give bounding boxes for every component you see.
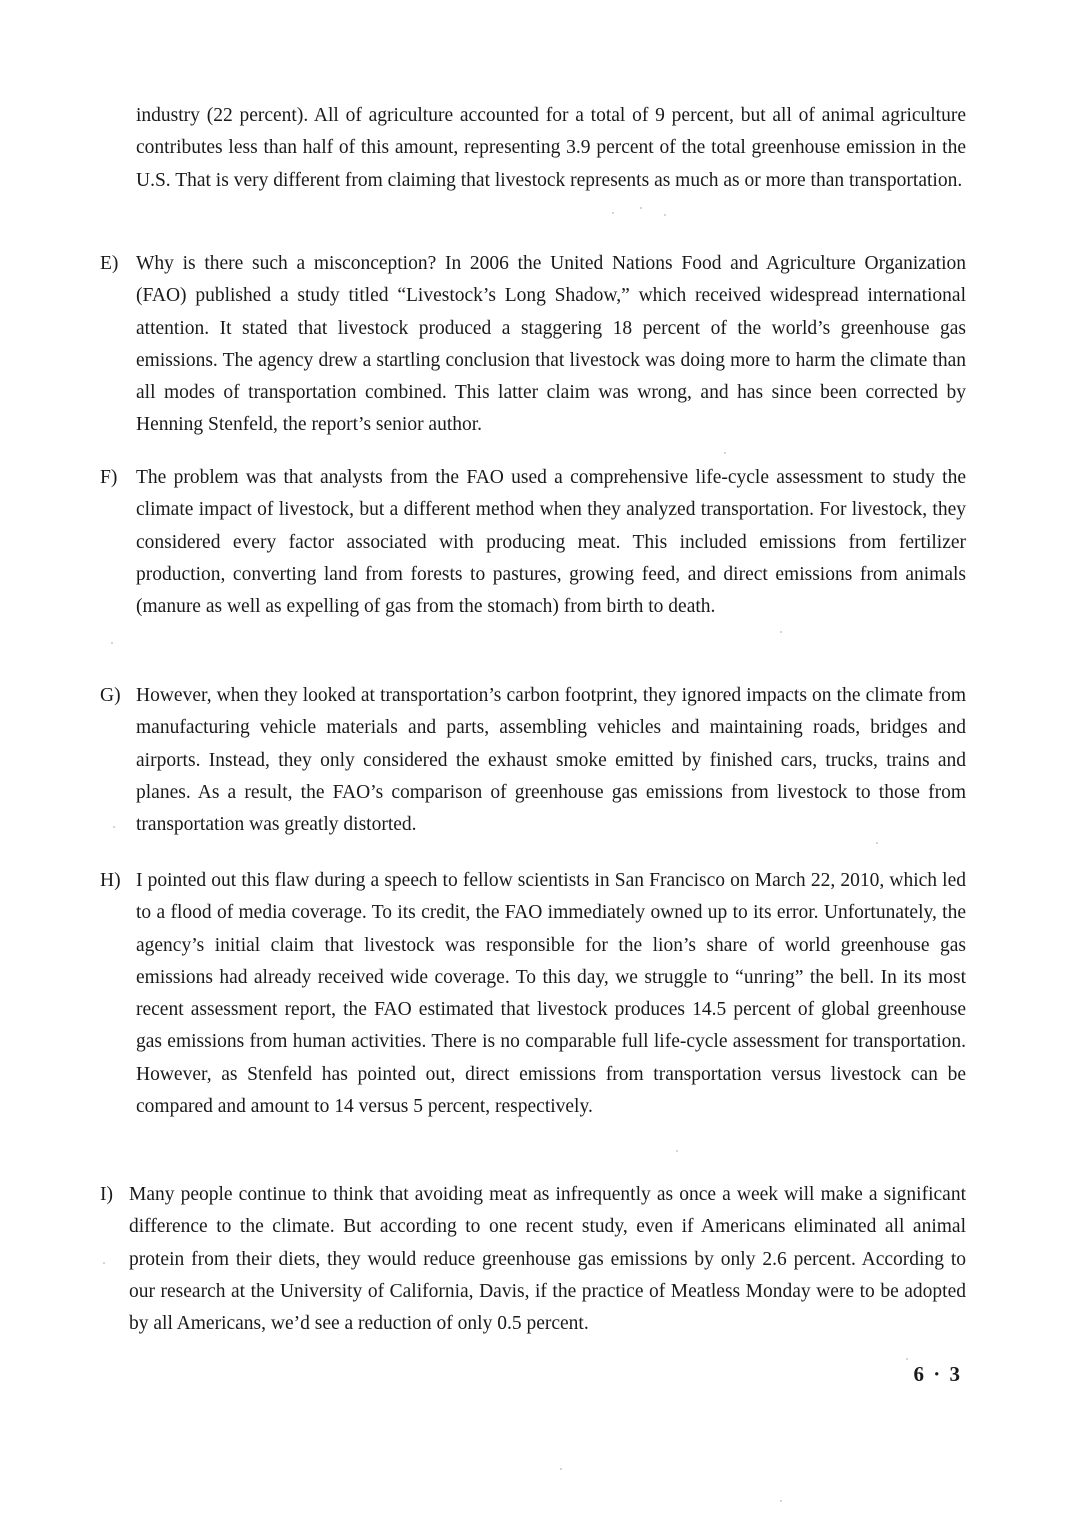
- paragraph-text: The problem was that analysts from the FAO used a comprehensive life-cycle assessment to study the climate impact of livestock, but a different method when they analyzed transportation. For livestock, they considered every factor associated with producing meat. This included emissions from fertilizer production, converting land from forests to pastures, growing feed, and direct emissions from animals (manure as well as expelling of gas from the stomach) from birth to death.: [136, 467, 966, 618]
- scan-speck: [724, 452, 726, 454]
- paragraph-g: [100, 680, 966, 841]
- scan-speck: [612, 212, 614, 214]
- paragraph-text: industry (22 percent). All of agriculture accounted for a total of 9 percent, but all of animal agriculture contributes less than half of this amount, representing 3.9 percent of the total greenhouse emission in the U.S. That is very different from claiming that livestock represents as much as or more than transportation.: [136, 105, 966, 191]
- paragraph-h: [100, 865, 966, 1123]
- paragraph-label: F): [100, 467, 118, 488]
- paragraph-f: [100, 462, 966, 623]
- scan-speck: [676, 1150, 678, 1152]
- scan-speck: [876, 842, 878, 844]
- paragraph-label: I): [100, 1184, 113, 1205]
- scan-speck: [560, 1468, 562, 1470]
- scan-speck: [906, 1358, 908, 1360]
- scan-speck: [113, 826, 115, 828]
- paragraph-text: Many people continue to think that avoiding meat as infrequently as once a week will make a significant difference to the climate. But according to one recent study, even if Americans eliminated all animal protein from their diets, they would reduce greenhouse gas emissions by only 2.6 percent. According to our research at the University of California, Davis, if the practice of Meatless Monday were to be adopted by all Americans, we’d see a reduction of only 0.5 percent.: [129, 1184, 966, 1335]
- scan-speck: [780, 631, 782, 633]
- paragraph-label: E): [100, 253, 119, 274]
- paragraph-e: [100, 248, 966, 442]
- scan-speck: [111, 642, 113, 644]
- paragraph-i: [100, 1179, 966, 1340]
- paragraph-continuation: [136, 100, 966, 197]
- paragraph-label: H): [100, 870, 121, 891]
- scan-speck: [780, 1500, 782, 1502]
- paragraph-label: G): [100, 685, 121, 706]
- paragraph-text: However, when they looked at transportation’s carbon footprint, they ignored impacts on the climate from manufacturing vehicle materials and parts, assembling vehicles and maintaining roads, bridges and airports. Instead, they only considered the exhaust smoke emitted by finished cars, trucks, trains and planes. As a result, the FAO’s comparison of greenhouse gas emissions from livestock to those from transportation was greatly distorted.: [136, 685, 966, 836]
- page-number: 6 · 3: [913, 1362, 962, 1386]
- scan-speck: [103, 1262, 105, 1264]
- paragraph-text: Why is there such a misconception? In 2006 the United Nations Food and Agriculture Organization (FAO) published a study titled “Livestock’s Long Shadow,” which received widespread international attention. It stated that livestock produced a staggering 18 percent of the world’s greenhouse gas emissions. The agency drew a startling conclusion that livestock was doing more to harm the climate than all modes of transportation combined. This latter claim was wrong, and has since been corrected by Henning Stenfeld, the report’s senior author.: [136, 253, 966, 436]
- scan-speck: [664, 214, 666, 216]
- scan-speck: [640, 207, 642, 209]
- paragraph-text: I pointed out this flaw during a speech to fellow scientists in San Francisco on March 22, 2010, which led to a flood of media coverage. To its credit, the FAO immediately owned up to its error. Unfortunately, the agency’s initial claim that livestock was responsible for the lion’s share of world greenhouse gas emissions had already received wide coverage. To this day, we struggle to “unring” the bell. In its most recent assessment report, the FAO estimated that livestock produces 14.5 percent of global greenhouse gas emissions from human activities. There is no comparable full life-cycle assessment for transportation. However, as Stenfeld has pointed out, direct emissions from transportation versus livestock can be compared and amount to 14 versus 5 percent, respectively.: [136, 870, 966, 1118]
